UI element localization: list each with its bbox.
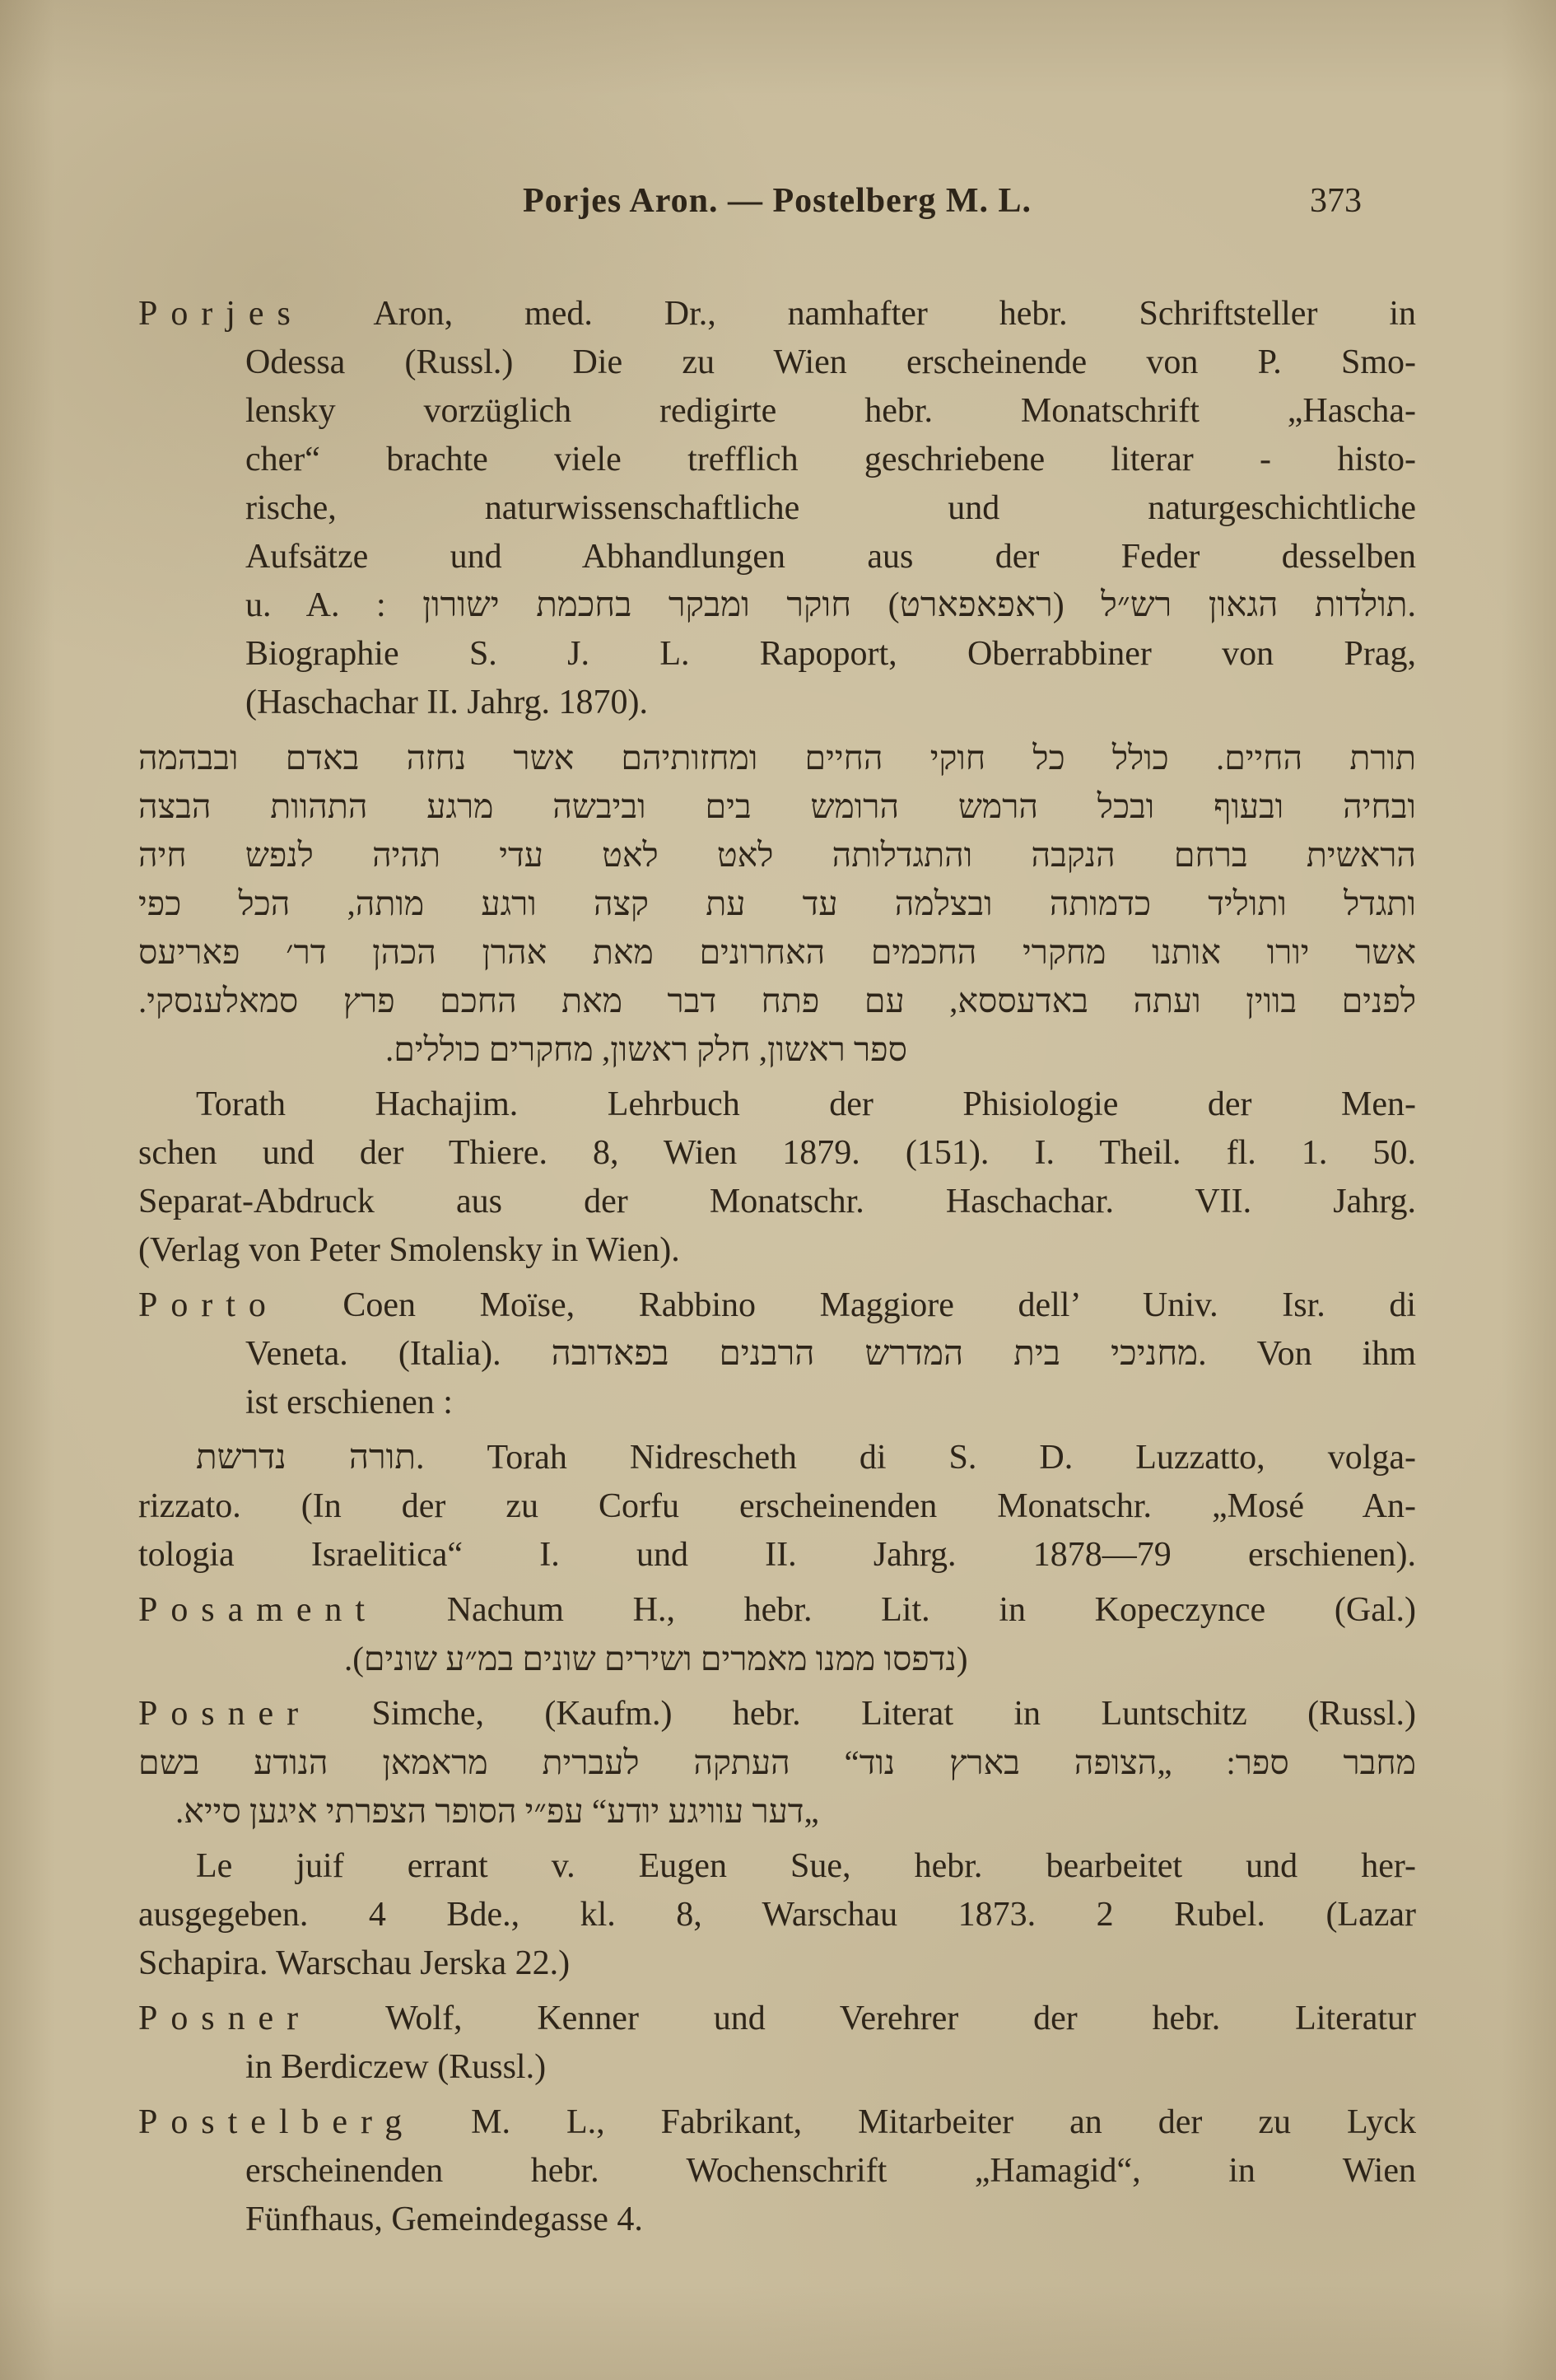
text-line: Torath Hachajim. Lehrbuch der Phisiologie der Men- <box>196 1085 1416 1123</box>
header-title: Porjes Aron. — Postelberg M. L. <box>522 182 1032 220</box>
text-line: Veneta. (Italia). מחניכי בית המדרש הרבנים בפאדובה. Von ihm <box>245 1335 1416 1373</box>
entry-name: Porto <box>138 1286 279 1324</box>
text-line: lensky vorzüglich redigirte hebr. Monatschrift „Hascha- <box>245 392 1416 430</box>
text-line: ist erschienen : <box>245 1384 453 1421</box>
text-line: ausgegeben. 4 Bde., kl. 8, Warschau 1873. 2 Rubel. (Lazar <box>138 1896 1416 1934</box>
entry-name: Porjes <box>138 295 304 333</box>
text-line: schen und der Thiere. 8, Wien 1879. (151). I. Theil. fl. 1. 50. <box>138 1134 1416 1172</box>
text-line: Schapira. Warschau Jerska 22.) <box>138 1944 571 1982</box>
paragraph <box>138 1995 1416 2092</box>
text-line: ובחיה ובעוף ובכל הרמש הרומש בים וביבשה מרגע התהוות הבצה <box>138 787 1416 825</box>
text-line: tologia Israelitica“ I. und II. Jahrg. 1878—79 erschienen). <box>138 1536 1416 1574</box>
text-line: „דער עוויגע יודע“ עפ״י הסופר הצפרתי איגען סייא. <box>175 1792 819 1830</box>
paragraph <box>138 1434 1416 1580</box>
text-line: (Verlag von Peter Smolensky in Wien). <box>138 1231 680 1269</box>
text-line: ספר ראשון, חלק ראשון, מחקרים כוללים. <box>385 1030 907 1068</box>
text-block <box>138 290 1416 2251</box>
page-number: 373 <box>1310 182 1362 220</box>
text-line: Aufsätze und Abhandlungen aus der Feder desselben <box>245 538 1416 576</box>
paragraph <box>138 290 1416 727</box>
text-line: (נדפסו ממנו מאמרים ושירים שונים במ״ע שונים). <box>344 1640 968 1678</box>
text-line: Le juif errant v. Eugen Sue, hebr. bearbeitet und her- <box>196 1847 1416 1885</box>
entry-name: Posner <box>138 1695 312 1733</box>
paragraph <box>138 1281 1416 1427</box>
text-line: תורת החיים. כולל כל חוקי החיים ומחזותיהם אשר נחזה באדם ובבהמה <box>138 739 1416 777</box>
text-line: Postelberg M. L., Fabrikant, Mitarbeiter an der zu Lyck <box>138 2103 1416 2141</box>
text-line: cher“ brachte viele trefflich geschriebene literar - histo- <box>245 441 1416 478</box>
text-line: מחבר ספר: „הצופה בארץ נוד“ העתקה לעברית מראמאן הנודע בשם <box>138 1743 1416 1781</box>
text-line: Posament Nachum H., hebr. Lit. in Kopeczynce (Gal.) <box>138 1591 1416 1629</box>
paragraph <box>138 1080 1416 1275</box>
entry-name: Postelberg <box>138 2103 416 2141</box>
text-line: Odessa (Russl.) Die zu Wien erscheinende von P. Smo- <box>245 343 1416 381</box>
entry-name: Posament <box>138 1591 379 1629</box>
text-line: Separat-Abdruck aus der Monatschr. Haschachar. VII. Jahrg. <box>138 1183 1416 1220</box>
paragraph <box>138 1842 1416 1988</box>
text-line: ותגדל ותוליד כדמותה ובצלמה עד עת קצה ורגע מותה, הכל כפי <box>138 884 1416 922</box>
text-line: תורה נדרשת. Torah Nidrescheth di S. D. Luzzatto, volga- <box>196 1439 1416 1477</box>
text-line: Porjes Aron, med. Dr., namhafter hebr. Schriftsteller in <box>138 295 1416 333</box>
text-line: rische, naturwissenschaftliche und naturgeschichtliche <box>245 489 1416 527</box>
text-line: Posner Simche, (Kaufm.) hebr. Literat in Luntschitz (Russl.) <box>138 1695 1416 1733</box>
text-line: הראשית ברחם הנקבה והתגדלותה לאט לאט עדי תהיה לנפש חיה <box>138 836 1416 874</box>
text-line: in Berdiczew (Russl.) <box>245 2048 547 2086</box>
text-line: Fünfhaus, Gemeindegasse 4. <box>245 2200 643 2238</box>
paragraph <box>138 1586 1416 1683</box>
text-line: erscheinenden hebr. Wochenschrift „Hamagid“, in Wien <box>245 2152 1416 2190</box>
text-line: u. A. : תולדות הגאון רש״ל (ראפאפארט) חוקר ומבקר בחכמת ישורון. <box>245 586 1416 624</box>
paragraph <box>138 1690 1416 1836</box>
paragraph <box>138 2098 1416 2244</box>
text-line: Posner Wolf, Kenner und Verehrer der hebr. Literatur <box>138 2000 1416 2037</box>
text-line: לפנים בווין ועתה באדעססא, עם פתח דבר מאת החכם פרץ סמאלענסקי. <box>138 982 1416 1020</box>
running-header <box>138 176 1416 226</box>
text-line: Porto Coen Moïse, Rabbino Maggiore dell’ Univ. Isr. di <box>138 1286 1416 1324</box>
text-line: אשר יורו אותנו מחקרי החכמים האחרונים מאת אהרן הכהן דר׳ פאריעס <box>138 933 1416 971</box>
text-line: rizzato. (In der zu Corfu erscheinenden Monatschr. „Mosé An- <box>138 1487 1416 1525</box>
entry-name: Posner <box>138 2000 312 2037</box>
text-line: (Haschachar II. Jahrg. 1870). <box>245 684 649 721</box>
paragraph <box>138 734 1416 1074</box>
text-line: Biographie S. J. L. Rapoport, Oberrabbiner von Prag, <box>245 635 1416 673</box>
